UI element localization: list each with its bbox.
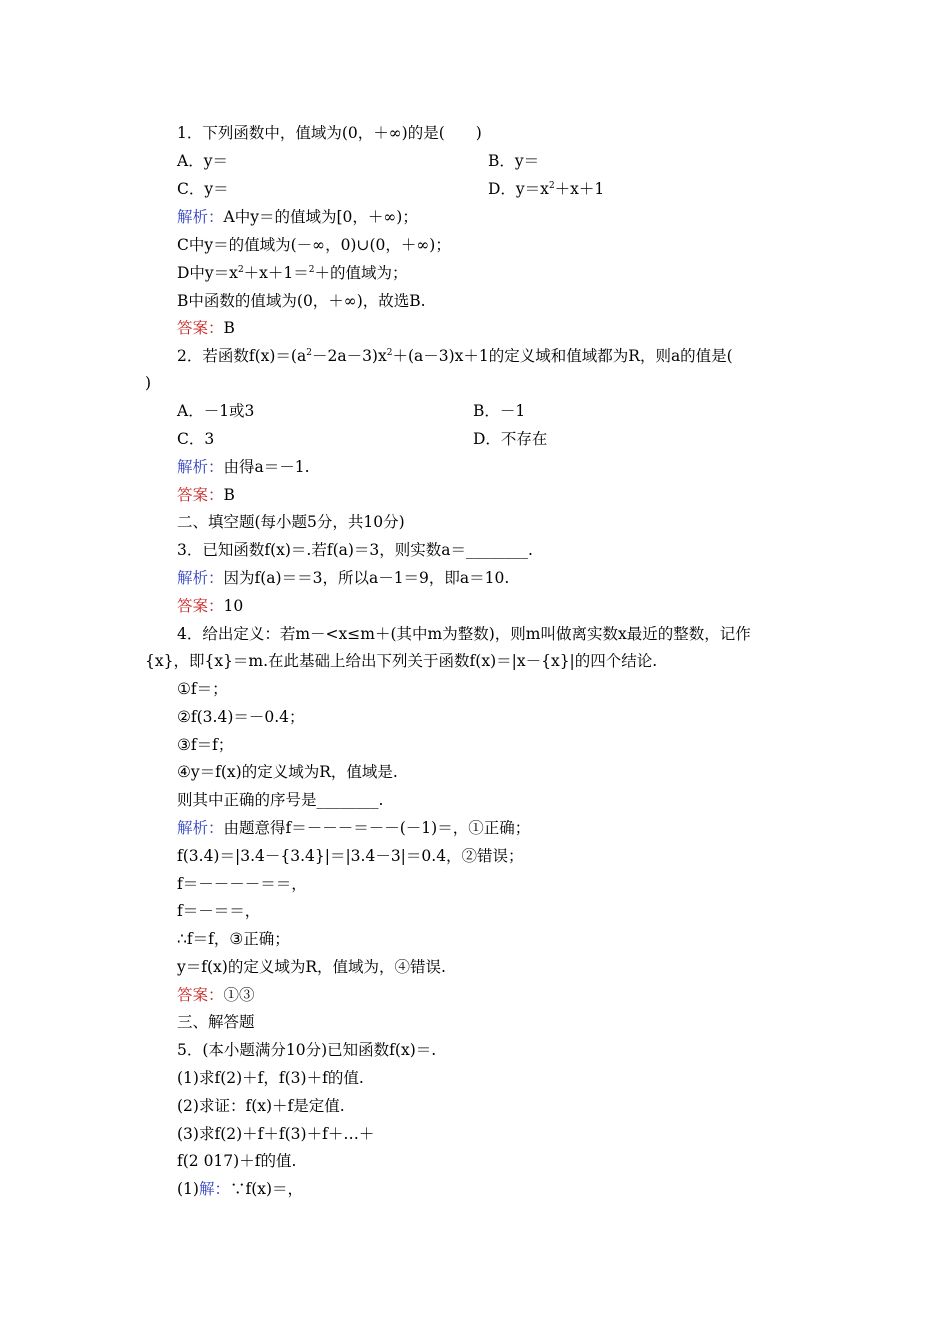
answer-label: 答案： <box>177 319 224 337</box>
q5-solution-start: (1)解：∵f(x)＝， <box>177 1180 304 1198</box>
q2-stem: 2．若函数$f(x)=(a^2-2a-3)x^2+(a-3)x+1$的定义域和值域都为R，则a的值是( <box>177 347 733 365</box>
q1-stem: 1．下列函数中，值域为(0，＋∞)的是( ) <box>177 124 482 142</box>
q1-option-d: D．$y=x^2+x+1$ <box>488 180 605 198</box>
solution-label: 解析： <box>177 208 224 226</box>
q4-question: 则其中正确的序号是________. <box>177 791 384 809</box>
q4-stem-line-2: {x}，即{x}＝m.在此基础上给出下列关于函数f(x)＝|x－{x}|的四个结论. <box>145 652 658 670</box>
answer-label: 答案： <box>177 597 224 615</box>
section-fill-in-heading: 二、填空题(每小题5分，共10分) <box>177 513 405 531</box>
solution-label: 解析： <box>177 819 224 837</box>
q3-answer: 答案：10 <box>177 597 244 615</box>
q3-stem: 3．已知函数f(x)＝.若f(a)＝3，则实数a＝________. <box>177 541 533 559</box>
q2-solution: 解析：由得a＝－1. <box>177 458 310 476</box>
q4-statement-2: ②f(3.4)＝－0.4； <box>177 708 305 726</box>
solution-label: 解： <box>198 1180 230 1198</box>
answer-label: 答案： <box>177 486 224 504</box>
q4-statement-3: ③f＝f； <box>177 736 234 754</box>
q4-stem-line-1: 4．给出定义：若m－<x≤m＋(其中m为整数)，则m叫做离实数x最近的整数，记作 <box>177 625 751 643</box>
q4-solution-line-4: f＝－＝＝， <box>177 902 261 920</box>
q2-option-a: A．－1或3 <box>177 402 255 420</box>
q4-statement-1: ①f＝； <box>177 680 228 698</box>
q3-solution: 解析：因为f(a)＝＝3，所以a－1＝9，即a＝10. <box>177 569 510 587</box>
solution-label: 解析： <box>177 569 224 587</box>
answer-label: 答案： <box>177 986 224 1004</box>
q5-part-3-line-1: (3)求f(2)＋f＋f(3)＋f＋…＋ <box>177 1125 375 1143</box>
q1-answer: 答案：B <box>177 319 235 337</box>
q1-option-b: B．y＝ <box>488 152 540 170</box>
q4-solution-line-1: 解析：由题意得f＝－－－＝－－(－1)＝，①正确； <box>177 819 531 837</box>
q1-solution-line-2: C中y＝的值域为(－∞，0)∪(0，＋∞)； <box>177 236 451 254</box>
q4-solution-line-2: f(3.4)＝|3.4－{3.4}|＝|3.4－3|＝0.4，②错误； <box>177 847 524 865</box>
q5-stem: 5．(本小题满分10分)已知函数f(x)＝. <box>177 1041 437 1059</box>
solution-label: 解析： <box>177 458 224 476</box>
q5-part-2: (2)求证：f(x)＋f是定值. <box>177 1097 345 1115</box>
q2-option-d: D．不存在 <box>473 430 548 448</box>
q5-part-3-line-2: f(2 017)＋f的值. <box>177 1152 297 1170</box>
q1-solution-line-3: D中$y=x^2+x+1=^2+$的值域为； <box>177 264 408 282</box>
q1-option-a: A．y＝ <box>177 152 228 170</box>
q2-answer: 答案：B <box>177 486 235 504</box>
q4-solution-line-5: ∴f＝f，③正确； <box>177 930 290 948</box>
q2-stem-continued: ) <box>145 374 152 392</box>
q4-statement-4: ④y＝f(x)的定义域为R，值域是. <box>177 763 398 781</box>
q1-solution-line-1: 解析：A中y＝的值域为[0，＋∞)； <box>177 208 418 226</box>
section-solve-heading: 三、解答题 <box>177 1013 255 1031</box>
q2-option-b: B．－1 <box>473 402 526 420</box>
q1-option-c: C．y＝ <box>177 180 229 198</box>
q4-solution-line-3: f＝－－－－＝＝， <box>177 875 307 893</box>
q4-solution-line-6: y＝f(x)的定义域为R，值域为，④错误. <box>177 958 446 976</box>
q4-answer: 答案：①③ <box>177 986 255 1004</box>
q2-option-c: C．3 <box>177 430 215 448</box>
q1-solution-line-4: B中函数的值域为(0，＋∞)，故选B. <box>177 292 426 310</box>
q5-part-1: (1)求f(2)＋f，f(3)＋f的值. <box>177 1069 364 1087</box>
